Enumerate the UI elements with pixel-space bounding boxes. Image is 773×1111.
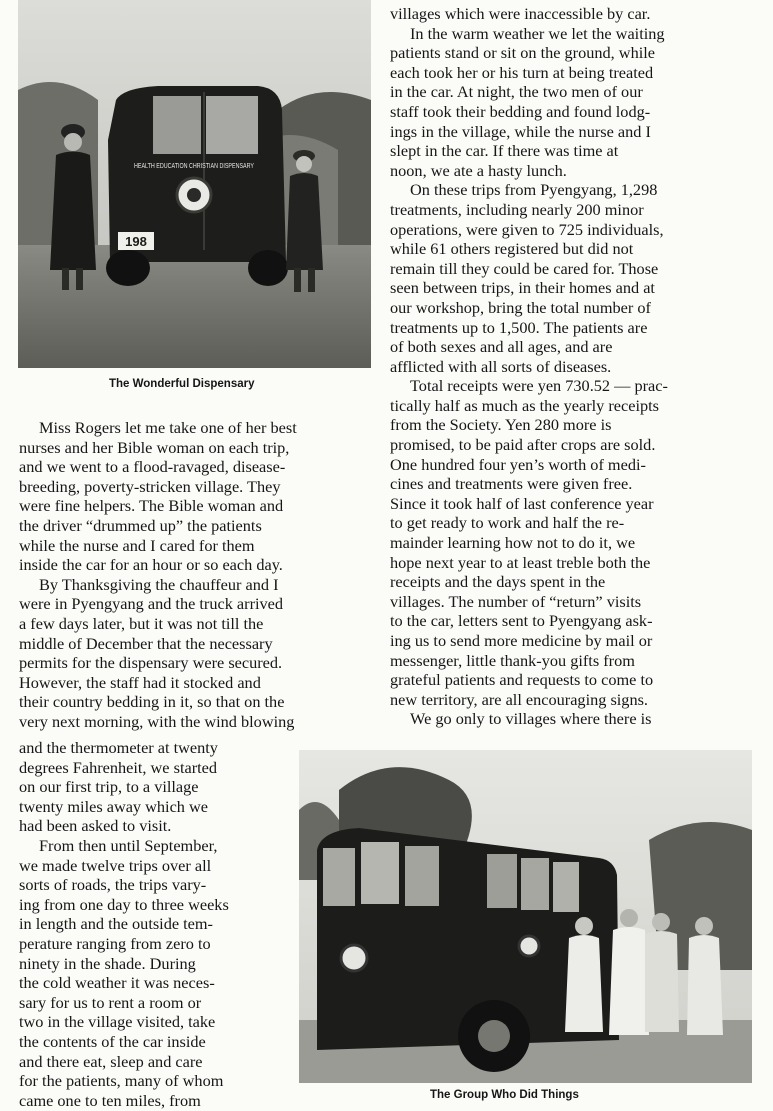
text-line: the contents of the car inside: [19, 1031, 206, 1051]
right-column-text: [390, 4, 752, 729]
text-line: middle of December that the necessary: [19, 633, 273, 653]
text-line: came one to ten miles, from: [19, 1090, 201, 1110]
text-line: ing us to send more medicine by mail or: [390, 631, 653, 650]
text-line: the cold weather it was neces-: [19, 973, 215, 993]
text-line: grateful patients and requests to come to: [390, 670, 654, 690]
text-line: On these trips from Pyengyang, 1,298: [410, 180, 658, 200]
narrow-column-text: [19, 738, 285, 1110]
text-line: two in the village visited, take: [19, 1012, 216, 1032]
license-plate: 198: [125, 234, 147, 249]
text-line: treatments up to 1,500. The patients are: [390, 317, 648, 337]
text-line: seen between trips, in their homes and at: [390, 278, 655, 298]
text-line: noon, we ate a hasty lunch.: [390, 160, 567, 180]
text-line: Total receipts were yen 730.52 — prac-: [410, 376, 668, 396]
text-line: ninety in the shade. During: [19, 953, 196, 973]
car-lettering: HEALTH EDUCATION CHRISTIAN DISPENSARY: [134, 161, 254, 170]
text-line: inside the car for an hour or so each day.: [19, 555, 283, 575]
text-line: while 61 others registered but did not: [390, 239, 634, 259]
text-line: each took her or his turn at being treated: [390, 62, 654, 82]
text-line: were fine helpers. The Bible woman and: [19, 496, 284, 516]
text-line: treatments, including nearly 200 minor: [390, 199, 644, 219]
group-photo: [299, 750, 752, 1083]
text-line: were in Pyengyang and the truck arrived: [19, 594, 284, 614]
text-line: a few days later, but it was not till the: [19, 613, 264, 633]
text-line: of both sexes and all ages, and are: [390, 337, 613, 357]
text-line: the driver “drummed up” the patients: [19, 515, 262, 535]
text-line: ings in the village, while the nurse and I: [390, 121, 651, 141]
text-line: twenty miles away which we: [19, 796, 208, 816]
text-line: breeding, poverty-stricken village. They: [19, 476, 281, 496]
text-line: and the thermometer at twenty: [19, 738, 218, 757]
text-line: degrees Fahrenheit, we started: [19, 757, 218, 777]
text-line: while the nurse and I cared for them: [19, 535, 255, 555]
text-line: in length and the outside tem-: [19, 914, 213, 934]
text-line: patients stand or sit on the ground, while: [390, 43, 655, 63]
text-line: staff took their bedding and found lodg-: [390, 101, 651, 121]
text-line: However, the staff had it stocked and: [19, 672, 261, 692]
text-line: One hundred four yen’s worth of medi-: [390, 454, 646, 474]
left-column-text: [19, 418, 371, 732]
text-line: mainder learning how not to do it, we: [390, 533, 636, 553]
text-line: to the car, letters sent to Pyengyang ask-: [390, 611, 653, 631]
text-line: ing from one day to three weeks: [19, 894, 229, 914]
text-line: had been asked to visit.: [19, 816, 172, 836]
text-line: permits for the dispensary were secured.: [19, 653, 283, 673]
text-line: and we went to a flood-ravaged, disease-: [19, 457, 286, 477]
text-line: we made twelve trips over all: [19, 855, 212, 875]
dispensary-car-photo: [18, 0, 371, 368]
text-line: messenger, little thank-you gifts from: [390, 650, 635, 670]
text-line: In the warm weather we let the waiting: [410, 23, 665, 43]
text-line: perature ranging from zero to: [19, 933, 211, 953]
text-line: promised, to be paid after crops are sold.: [390, 435, 656, 455]
text-line: nurses and her Bible woman on each trip,: [19, 437, 290, 457]
text-line: sorts of roads, the trips vary-: [19, 875, 207, 895]
text-line: From then until September,: [39, 835, 218, 855]
text-line: to get ready to work and half the re-: [390, 513, 625, 533]
text-line: tically half as much as the yearly receipts: [390, 395, 659, 415]
text-line: Miss Rogers let me take one of her best: [39, 418, 297, 437]
text-line: receipts and the days spent in the: [390, 572, 606, 592]
text-line: new territory, are all encouraging signs.: [390, 689, 648, 709]
text-line: operations, were given to 725 individuals,: [390, 219, 664, 239]
text-line: villages. The number of “return” visits: [390, 591, 642, 611]
text-line: on our first trip, to a village: [19, 777, 199, 797]
photo1-caption: The Wonderful Dispensary: [109, 378, 255, 390]
text-line: in the car. At night, the two men of our: [390, 82, 643, 102]
text-line: hope next year to at least treble both the: [390, 552, 651, 572]
text-line: from the Society. Yen 280 more is: [390, 415, 612, 435]
text-line: for the patients, many of whom: [19, 1071, 224, 1091]
text-line: very next morning, with the wind blowing: [19, 711, 295, 731]
text-line: and there eat, sleep and care: [19, 1051, 203, 1071]
text-line: remain till they could be cared for. Those: [390, 258, 659, 278]
text-line: We go only to villages where there is: [410, 709, 652, 729]
photo2-caption: The Group Who Did Things: [430, 1089, 579, 1101]
text-line: villages which were inaccessible by car.: [390, 4, 651, 23]
text-line: our workshop, bring the total number of: [390, 297, 651, 317]
text-line: By Thanksgiving the chauffeur and I: [39, 574, 279, 594]
text-line: slept in the car. If there was time at: [390, 141, 619, 161]
text-line: Since it took half of last conference year: [390, 493, 654, 513]
text-line: cines and treatments were given free.: [390, 474, 633, 494]
text-line: sary for us to rent a room or: [19, 992, 202, 1012]
text-line: their country bedding in it, so that on the: [19, 692, 285, 712]
text-line: afflicted with all sorts of diseases.: [390, 356, 612, 376]
